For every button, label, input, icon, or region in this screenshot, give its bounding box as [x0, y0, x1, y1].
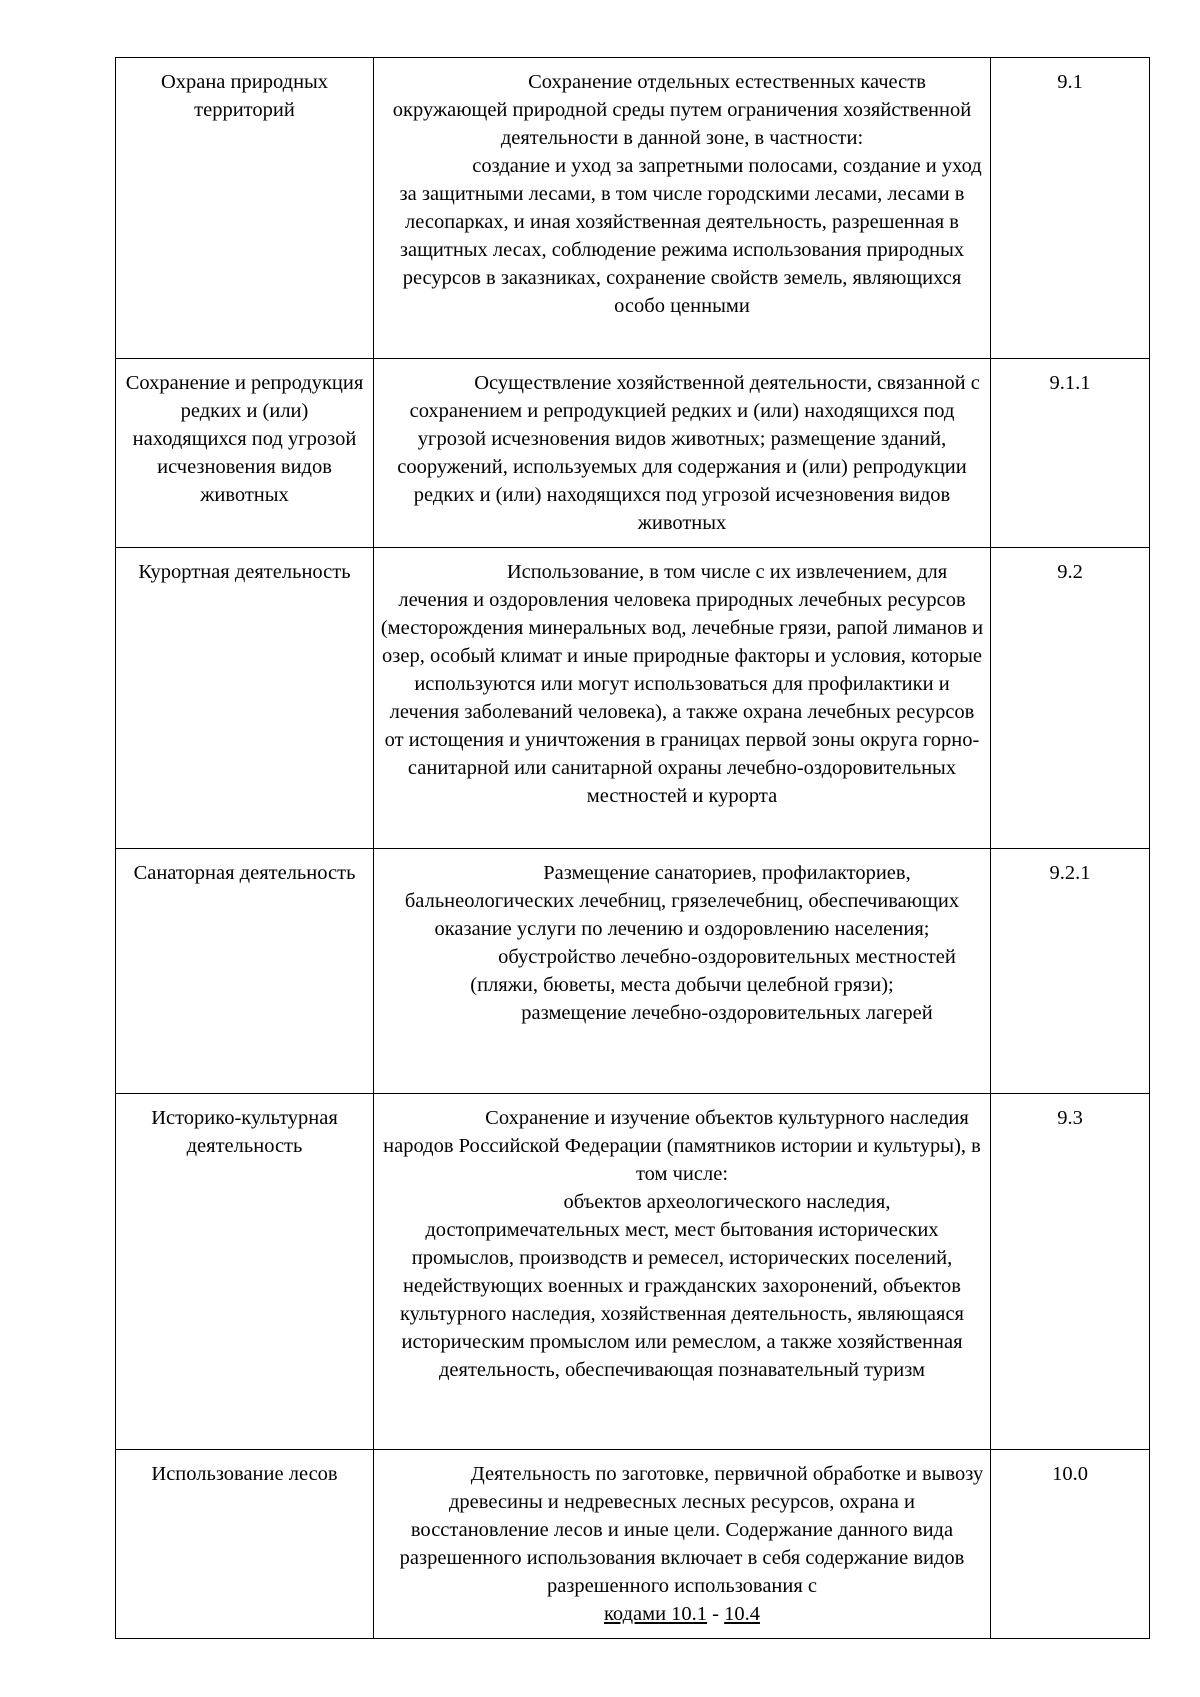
description-paragraph: Размещение санаториев, профилакториев, бальнеологических лечебниц, грязелечебниц, обеспечивающих оказание услуги по лечению и оздоровлению населения;	[404, 862, 960, 940]
use-name-cell: Историко-культурная деятельность	[116, 1094, 374, 1450]
use-name-cell: Охрана природных территорий	[116, 58, 374, 359]
code-link-10-4[interactable]: 10.4	[724, 1603, 760, 1625]
use-name-cell: Курортная деятельность	[116, 548, 374, 849]
use-description-cell	[374, 359, 991, 548]
description-paragraph: Деятельность по заготовке, первичной обработке и вывозу древесины и недревесных лесных ресурсов, охрана и восстановление лесов и иные цели. Содержание данного вида разрешенного использования включает в себя содержание видов разрешенного использования с	[399, 1463, 984, 1597]
description-paragraph: Использование, в том числе с их извлечением, для лечения и оздоровления человека природных лечебных ресурсов (месторождения минеральных вод, лечебные грязи, рапой лиманов и озер, особый климат и иные природные факторы и условия, которые используются или могут использоваться для профилактики и лечения заболеваний человека), а также охрана лечебных ресурсов от истощения и уничтожения в границах первой зоны округа горно-санитарной или санитарной охраны лечебно-оздоровительных местностей и курорта	[380, 561, 984, 807]
link-separator: -	[707, 1603, 725, 1625]
table-row	[116, 58, 1150, 359]
use-description-cell	[374, 849, 991, 1094]
description-paragraph: создание и уход за запретными полосами, создание и уход за защитными лесами, в том числе городскими лесами, лесами в лесопарках, и иная хозяйственная деятельность, разрешенная в защитных лесах, соблюдение режима использования природных ресурсов в заказниках, сохранение свойств земель, являющихся особо ценными	[399, 155, 982, 317]
land-use-table	[115, 57, 1150, 1639]
description-paragraph: Сохранение отдельных естественных качеств окружающей природной среды путем ограничения хозяйственной деятельности в данной зоне, в частности:	[392, 71, 972, 149]
description-paragraph: размещение лечебно-оздоровительных лагерей	[521, 1002, 933, 1024]
description-paragraph: объектов археологического наследия, достопримечательных мест, мест бытования исторических промыслов, производств и ремесел, исторических поселений, недействующих военных и гражданских захоронений, объектов культурного наследия, хозяйственная деятельность, являющаяся историческим промыслом или ремеслом, а также хозяйственная деятельность, обеспечивающая познавательный туризм	[400, 1191, 964, 1381]
table-row	[116, 548, 1150, 849]
description-paragraph: Сохранение и изучение объектов культурного наследия народов Российской Федерации (памятников истории и культуры), в том числе:	[383, 1107, 981, 1185]
use-name-cell: Санаторная деятельность	[116, 849, 374, 1094]
use-code-cell: 9.2.1	[991, 849, 1150, 1094]
use-code-cell: 9.3	[991, 1094, 1150, 1450]
table-row	[116, 849, 1150, 1094]
table-row	[116, 1450, 1150, 1639]
use-description-cell	[374, 1094, 991, 1450]
use-name-cell: Использование лесов	[116, 1450, 374, 1639]
description-links-line	[380, 1600, 984, 1628]
use-description-cell	[374, 1450, 991, 1639]
use-code-cell: 10.0	[991, 1450, 1150, 1639]
use-code-cell: 9.2	[991, 548, 1150, 849]
description-paragraph: обустройство лечебно-оздоровительных местностей (пляжи, бюветы, места добычи целебной грязи);	[470, 946, 956, 996]
table-row	[116, 1094, 1150, 1450]
use-code-cell: 9.1.1	[991, 359, 1150, 548]
use-description-cell	[374, 548, 991, 849]
use-code-cell: 9.1	[991, 58, 1150, 359]
table-row	[116, 359, 1150, 548]
use-name-cell: Сохранение и репродукция редких и (или) находящихся под угрозой исчезновения видов животных	[116, 359, 374, 548]
description-paragraph: Осуществление хозяйственной деятельности, связанной с сохранением и репродукцией редких и (или) находящихся под угрозой исчезновения видов животных; размещение зданий, сооружений, используемых для содержания и (или) репродукции редких и (или) находящихся под угрозой исчезновения видов животных	[397, 372, 980, 534]
code-link-10-1[interactable]: кодами 10.1	[603, 1603, 708, 1625]
use-description-cell	[374, 58, 991, 359]
